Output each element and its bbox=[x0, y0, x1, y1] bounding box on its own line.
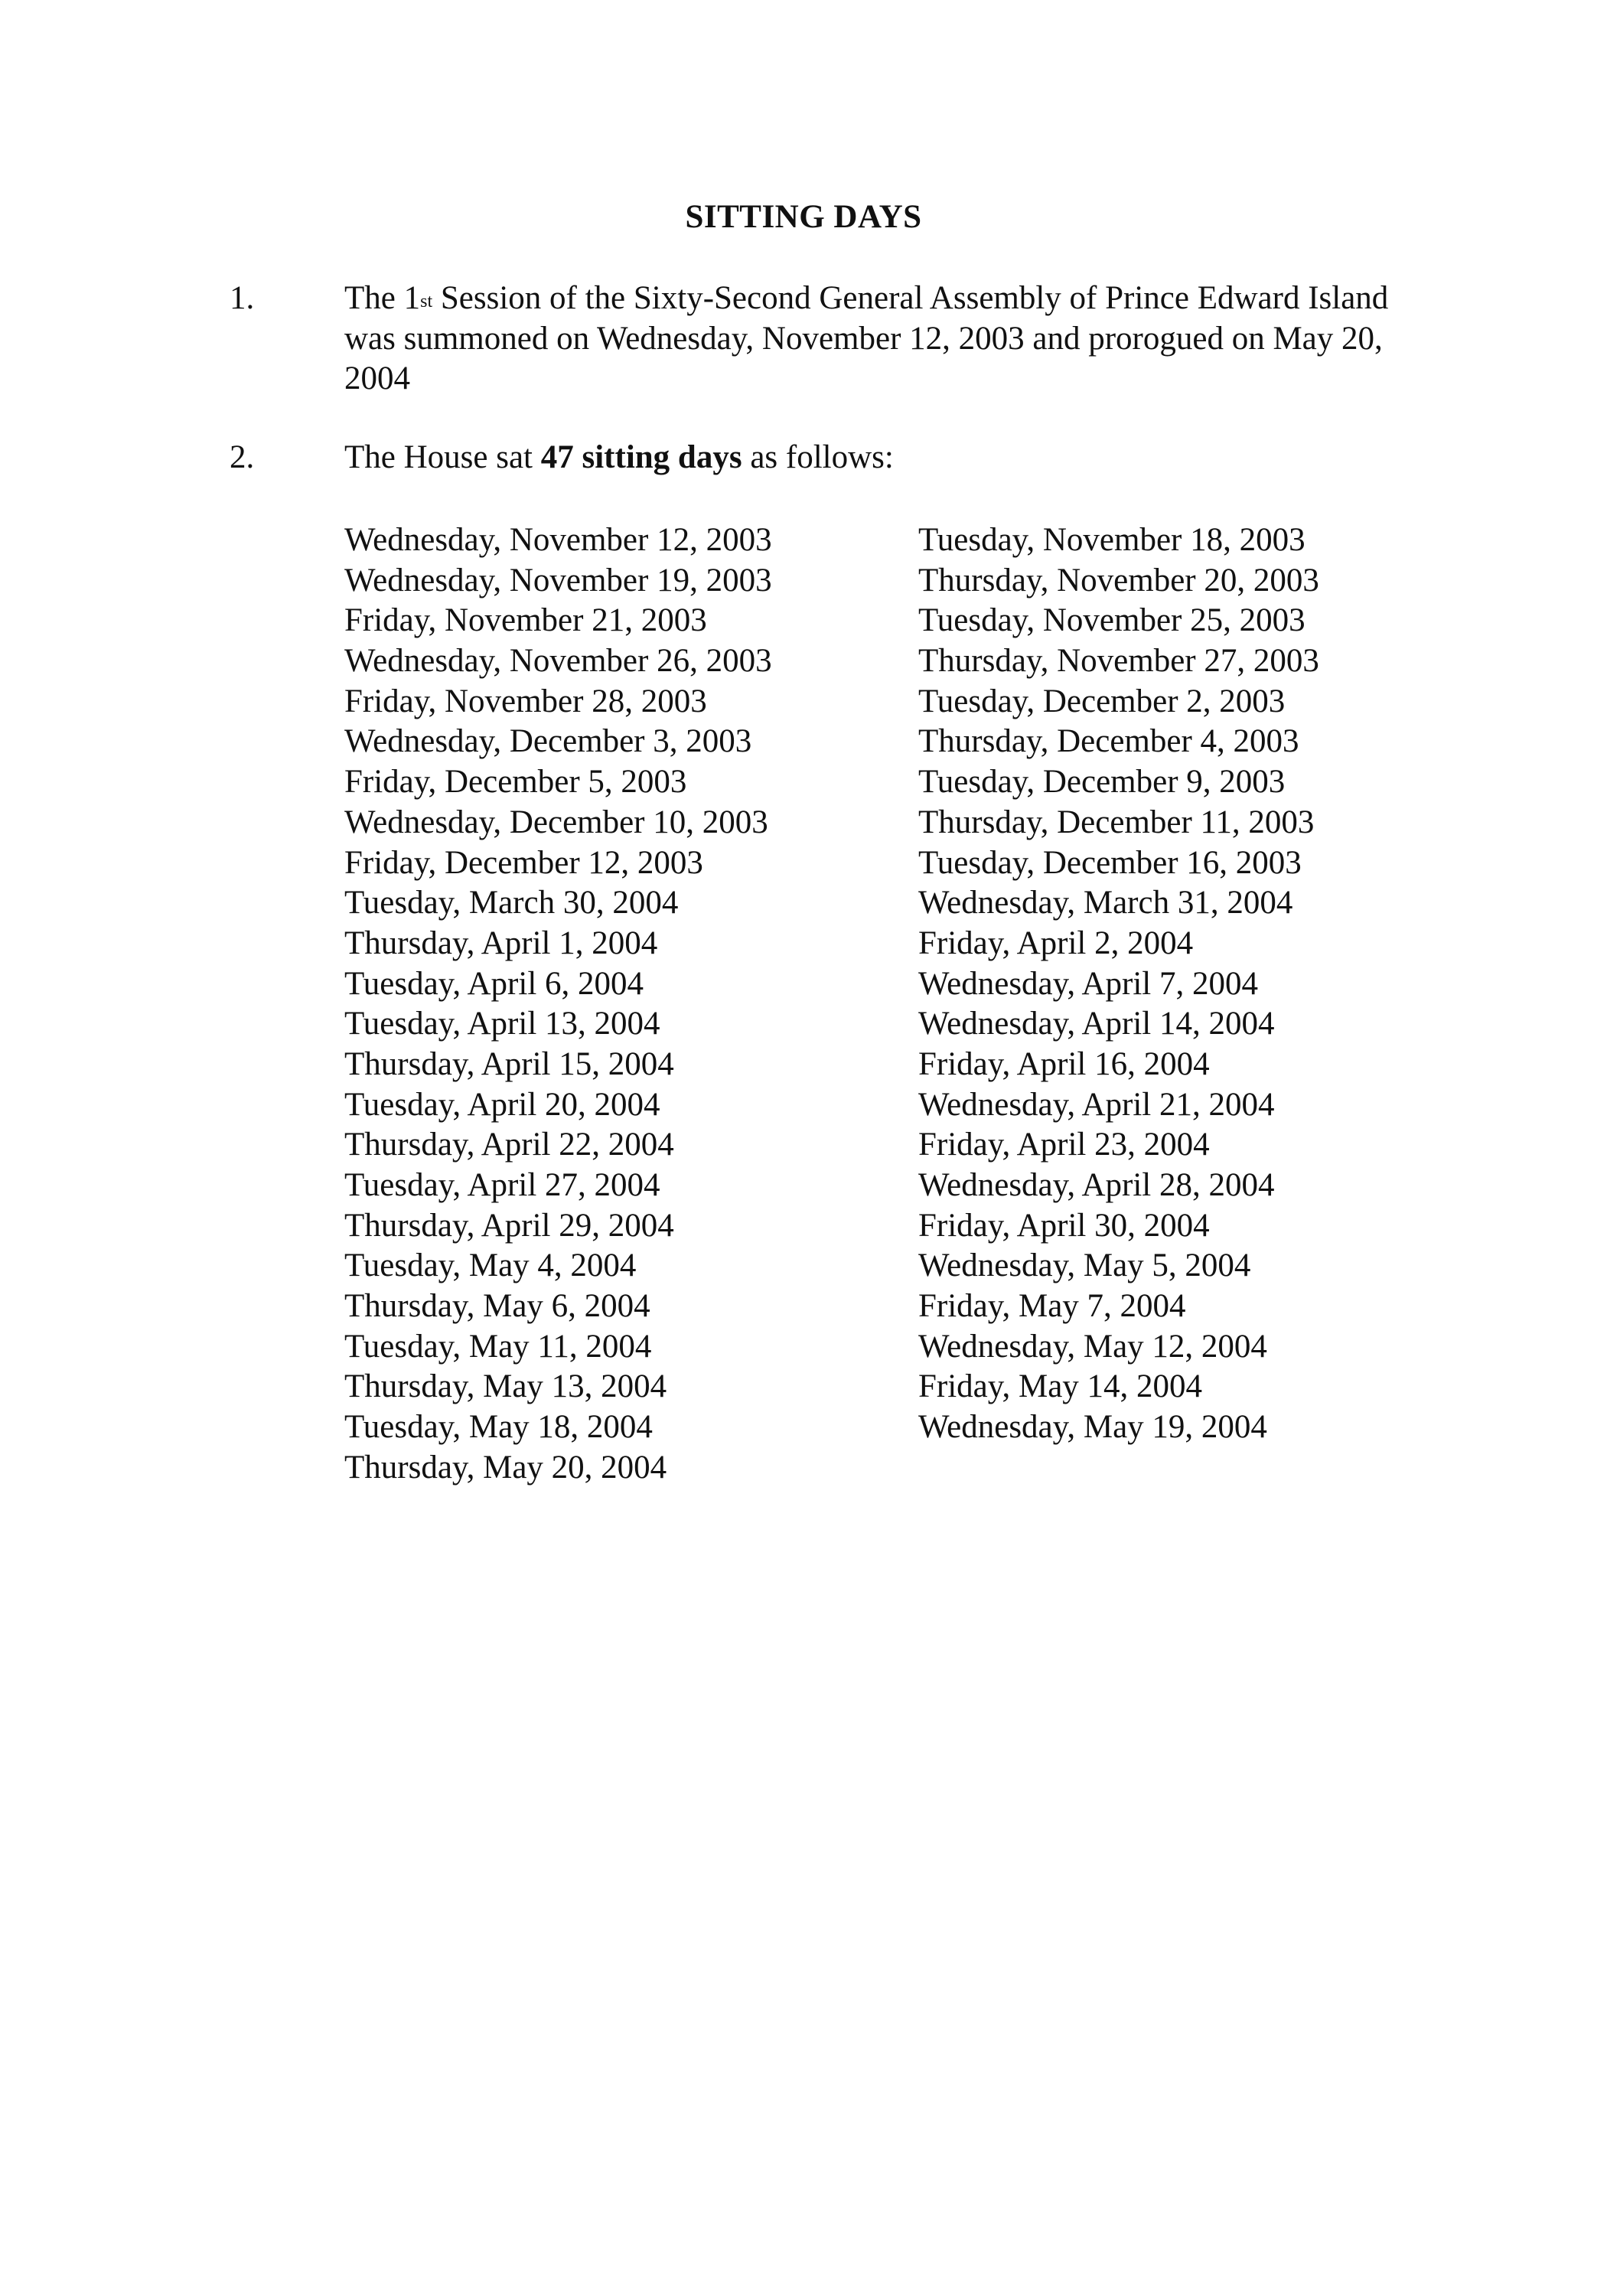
sitting-date: Thursday, May 13, 2004 bbox=[344, 1368, 667, 1405]
sitting-date: Wednesday, November 12, 2003 bbox=[344, 522, 772, 558]
sitting-date: Wednesday, December 10, 2003 bbox=[344, 804, 768, 840]
sitting-date: Friday, April 16, 2004 bbox=[918, 1045, 1210, 1082]
ordinal-superscript: st bbox=[420, 292, 433, 311]
sitting-date: Friday, April 23, 2004 bbox=[918, 1127, 1210, 1163]
item-number: 2. bbox=[230, 439, 255, 475]
sitting-date: Tuesday, December 2, 2003 bbox=[918, 683, 1286, 719]
sitting-date: Tuesday, May 18, 2004 bbox=[344, 1409, 653, 1446]
item-text bbox=[344, 279, 1423, 400]
sitting-date: Wednesday, April 7, 2004 bbox=[918, 965, 1258, 1002]
item-text bbox=[344, 438, 1423, 478]
sitting-date: Tuesday, April 6, 2004 bbox=[344, 965, 644, 1002]
sitting-date: Friday, November 21, 2003 bbox=[344, 602, 707, 639]
item-text-start: The 1 bbox=[344, 280, 421, 316]
sitting-date: Wednesday, November 19, 2003 bbox=[344, 562, 772, 598]
item-text-start: The House sat bbox=[344, 439, 541, 475]
sitting-date: Tuesday, April 13, 2004 bbox=[344, 1006, 660, 1042]
sitting-date: Tuesday, March 30, 2004 bbox=[344, 885, 679, 921]
sitting-date: Friday, May 14, 2004 bbox=[918, 1368, 1203, 1405]
sitting-date: Thursday, May 6, 2004 bbox=[344, 1288, 650, 1325]
item-text-rest: as follows: bbox=[742, 439, 894, 475]
sitting-days-count: 47 sitting days bbox=[540, 439, 742, 475]
sitting-date: Friday, December 5, 2003 bbox=[344, 764, 687, 801]
sitting-date: Thursday, May 20, 2004 bbox=[344, 1449, 667, 1486]
sitting-date: Tuesday, December 16, 2003 bbox=[918, 844, 1302, 881]
sitting-date: Wednesday, April 21, 2004 bbox=[918, 1086, 1275, 1123]
dates-column-right bbox=[918, 520, 1454, 1448]
sitting-date: Tuesday, November 18, 2003 bbox=[918, 522, 1305, 558]
dates-column-left bbox=[344, 520, 911, 1489]
sitting-date: Wednesday, May 19, 2004 bbox=[918, 1409, 1267, 1446]
sitting-date: Friday, November 28, 2003 bbox=[344, 683, 707, 719]
sitting-date: Thursday, November 20, 2003 bbox=[918, 562, 1319, 598]
sitting-date: Wednesday, December 3, 2003 bbox=[344, 723, 752, 760]
sitting-date: Wednesday, April 14, 2004 bbox=[918, 1006, 1275, 1042]
sitting-date: Thursday, December 11, 2003 bbox=[918, 804, 1315, 840]
sitting-date: Tuesday, May 4, 2004 bbox=[344, 1247, 637, 1284]
sitting-date: Tuesday, December 9, 2003 bbox=[918, 764, 1286, 801]
sitting-date: Tuesday, November 25, 2003 bbox=[918, 602, 1305, 639]
sitting-date: Thursday, April 1, 2004 bbox=[344, 925, 658, 961]
sitting-date: Thursday, April 22, 2004 bbox=[344, 1127, 674, 1163]
item-text-rest: Session of the Sixty-Second General Assembly of Prince Edward Island was summoned on Wednesday, November 12, 2003 and prorogued on May 20, 2004 bbox=[344, 280, 1389, 396]
sitting-date: Friday, May 7, 2004 bbox=[918, 1288, 1186, 1325]
sitting-date: Thursday, April 15, 2004 bbox=[344, 1045, 674, 1082]
sitting-date: Friday, December 12, 2003 bbox=[344, 844, 703, 881]
sitting-date: Wednesday, May 12, 2004 bbox=[918, 1328, 1267, 1365]
sitting-date: Thursday, November 27, 2003 bbox=[918, 643, 1319, 680]
page-title: SITTING DAYS bbox=[685, 199, 922, 235]
sitting-date: Wednesday, April 28, 2004 bbox=[918, 1167, 1275, 1203]
sitting-date: Tuesday, May 11, 2004 bbox=[344, 1328, 652, 1365]
sitting-date: Wednesday, March 31, 2004 bbox=[918, 885, 1293, 921]
sitting-date: Friday, April 2, 2004 bbox=[918, 925, 1194, 961]
sitting-date: Wednesday, May 5, 2004 bbox=[918, 1247, 1251, 1284]
sitting-date: Wednesday, November 26, 2003 bbox=[344, 643, 772, 680]
item-number: 1. bbox=[230, 280, 255, 316]
sitting-date: Tuesday, April 27, 2004 bbox=[344, 1167, 660, 1203]
sitting-date: Thursday, April 29, 2004 bbox=[344, 1207, 674, 1244]
sitting-date: Thursday, December 4, 2003 bbox=[918, 723, 1299, 760]
sitting-date: Friday, April 30, 2004 bbox=[918, 1207, 1210, 1244]
sitting-date: Tuesday, April 20, 2004 bbox=[344, 1086, 660, 1123]
